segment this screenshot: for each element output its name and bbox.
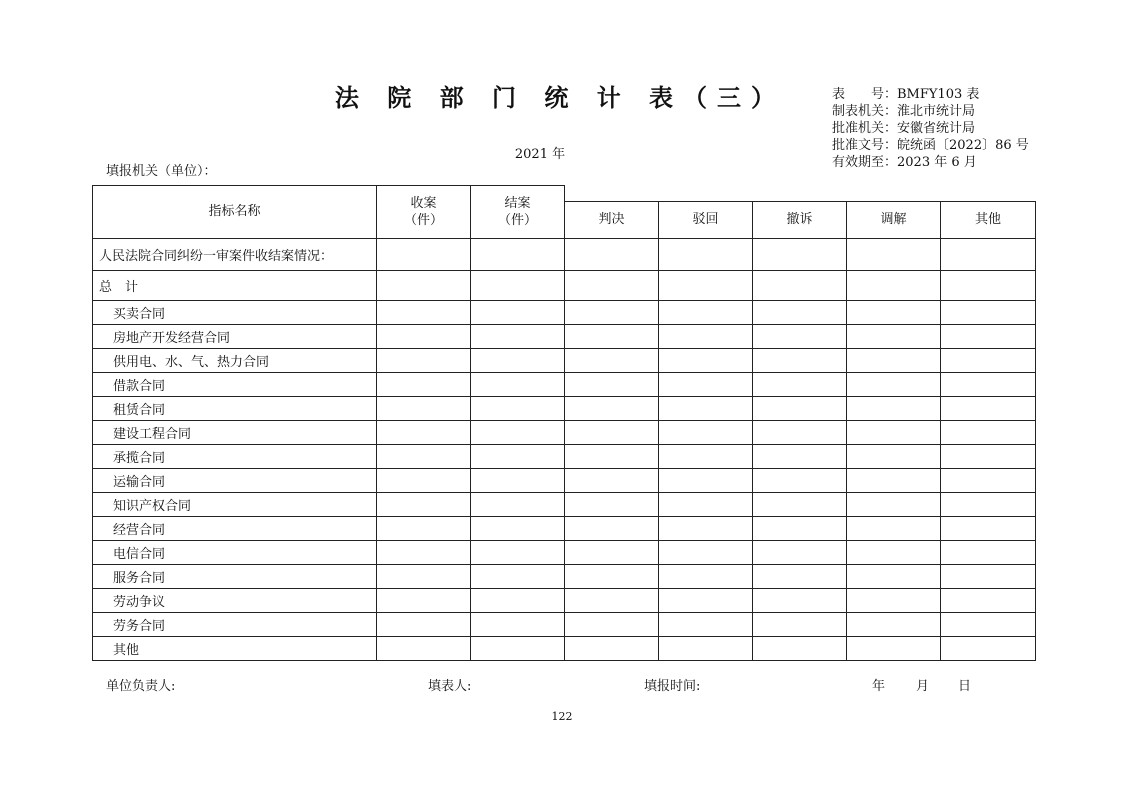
header-mediation: 调解 bbox=[847, 201, 941, 238]
value-cell bbox=[471, 238, 565, 270]
value-cell bbox=[847, 300, 941, 324]
row-label: 供用电、水、气、热力合同 bbox=[93, 348, 377, 372]
value-cell bbox=[377, 372, 471, 396]
value-cell bbox=[471, 396, 565, 420]
value-cell bbox=[565, 468, 659, 492]
value-cell bbox=[471, 324, 565, 348]
row-label: 电信合同 bbox=[93, 540, 377, 564]
value-cell bbox=[753, 300, 847, 324]
value-cell bbox=[753, 612, 847, 636]
row-label: 总 计 bbox=[93, 270, 377, 300]
value-cell bbox=[565, 396, 659, 420]
header-judgment: 判决 bbox=[565, 201, 659, 238]
table-row bbox=[93, 468, 1036, 492]
value-cell bbox=[377, 612, 471, 636]
year-label: 年 bbox=[872, 679, 886, 694]
value-cell bbox=[377, 300, 471, 324]
value-cell bbox=[941, 420, 1036, 444]
filler-label: 填表人: bbox=[428, 679, 472, 694]
value-cell bbox=[941, 270, 1036, 300]
header-rejected: 驳回 bbox=[659, 201, 753, 238]
row-label: 知识产权合同 bbox=[93, 492, 377, 516]
table-row bbox=[93, 516, 1036, 540]
value-cell bbox=[565, 324, 659, 348]
header-closed-breakdown bbox=[565, 186, 1036, 202]
value-cell bbox=[659, 588, 753, 612]
value-cell bbox=[659, 492, 753, 516]
value-cell bbox=[471, 612, 565, 636]
value-cell bbox=[377, 564, 471, 588]
value-cell bbox=[565, 636, 659, 660]
row-label: 承揽合同 bbox=[93, 444, 377, 468]
value-cell bbox=[565, 516, 659, 540]
value-cell bbox=[377, 492, 471, 516]
value-cell bbox=[941, 516, 1036, 540]
table-row bbox=[93, 238, 1036, 270]
value-cell bbox=[659, 516, 753, 540]
table-row bbox=[93, 492, 1036, 516]
table-row bbox=[93, 396, 1036, 420]
row-label: 租赁合同 bbox=[93, 396, 377, 420]
header-withdrawn: 撤诉 bbox=[753, 201, 847, 238]
row-label: 劳动争议 bbox=[93, 588, 377, 612]
table-row bbox=[93, 270, 1036, 300]
page-number: 122 bbox=[551, 710, 573, 723]
value-cell bbox=[753, 588, 847, 612]
value-cell bbox=[565, 238, 659, 270]
value-cell bbox=[847, 516, 941, 540]
reporting-unit-label: 填报机关（单位）： bbox=[106, 164, 217, 179]
value-cell bbox=[565, 492, 659, 516]
table-row bbox=[93, 564, 1036, 588]
value-cell bbox=[659, 396, 753, 420]
value-cell bbox=[659, 540, 753, 564]
row-label: 人民法院合同纠纷一审案件收结案情况： bbox=[93, 238, 377, 270]
value-cell bbox=[941, 468, 1036, 492]
value-cell bbox=[377, 396, 471, 420]
value-cell bbox=[471, 348, 565, 372]
value-cell bbox=[565, 444, 659, 468]
value-cell bbox=[847, 564, 941, 588]
value-cell bbox=[941, 540, 1036, 564]
value-cell bbox=[941, 238, 1036, 270]
value-cell bbox=[941, 324, 1036, 348]
value-cell bbox=[753, 270, 847, 300]
page-title: 法 院 部 门 统 计 表（三） bbox=[334, 83, 786, 112]
value-cell bbox=[847, 636, 941, 660]
row-label: 服务合同 bbox=[93, 564, 377, 588]
value-cell bbox=[377, 636, 471, 660]
header-closed: 结案 （件） bbox=[471, 186, 565, 239]
value-cell bbox=[847, 588, 941, 612]
header-indicator: 指标名称 bbox=[93, 186, 377, 239]
value-cell bbox=[565, 420, 659, 444]
value-cell bbox=[847, 612, 941, 636]
value-cell bbox=[847, 348, 941, 372]
value-cell bbox=[753, 444, 847, 468]
value-cell bbox=[753, 468, 847, 492]
value-cell bbox=[941, 492, 1036, 516]
unit-head-label: 单位负责人: bbox=[106, 679, 176, 694]
value-cell bbox=[847, 324, 941, 348]
value-cell bbox=[941, 588, 1036, 612]
row-label: 买卖合同 bbox=[93, 300, 377, 324]
fill-time-label: 填报时间: bbox=[644, 679, 701, 694]
value-cell bbox=[753, 540, 847, 564]
value-cell bbox=[753, 348, 847, 372]
value-cell bbox=[659, 612, 753, 636]
value-cell bbox=[377, 588, 471, 612]
value-cell bbox=[659, 348, 753, 372]
value-cell bbox=[377, 444, 471, 468]
value-cell bbox=[659, 372, 753, 396]
value-cell bbox=[847, 444, 941, 468]
value-cell bbox=[565, 300, 659, 324]
value-cell bbox=[753, 396, 847, 420]
value-cell bbox=[659, 300, 753, 324]
value-cell bbox=[753, 324, 847, 348]
value-cell bbox=[471, 372, 565, 396]
value-cell bbox=[377, 540, 471, 564]
report-year: 2021 年 bbox=[514, 147, 566, 162]
value-cell bbox=[565, 564, 659, 588]
month-label: 月 bbox=[916, 679, 930, 694]
value-cell bbox=[659, 324, 753, 348]
value-cell bbox=[659, 420, 753, 444]
value-cell bbox=[659, 238, 753, 270]
value-cell bbox=[847, 468, 941, 492]
value-cell bbox=[753, 238, 847, 270]
value-cell bbox=[753, 636, 847, 660]
statistics-table bbox=[92, 185, 1036, 661]
header-received: 收案 （件） bbox=[377, 186, 471, 239]
value-cell bbox=[941, 612, 1036, 636]
value-cell bbox=[471, 636, 565, 660]
value-cell bbox=[941, 564, 1036, 588]
row-label: 借款合同 bbox=[93, 372, 377, 396]
table-row bbox=[93, 540, 1036, 564]
value-cell bbox=[471, 588, 565, 612]
value-cell bbox=[753, 420, 847, 444]
issuing-authority: 制表机关：淮北市统计局 bbox=[832, 104, 976, 119]
value-cell bbox=[471, 564, 565, 588]
value-cell bbox=[377, 270, 471, 300]
value-cell bbox=[565, 588, 659, 612]
value-cell bbox=[659, 564, 753, 588]
value-cell bbox=[659, 444, 753, 468]
value-cell bbox=[565, 270, 659, 300]
table-body bbox=[93, 238, 1036, 660]
value-cell bbox=[377, 348, 471, 372]
value-cell bbox=[941, 372, 1036, 396]
valid-until: 有效期至：2023 年 6 月 bbox=[832, 155, 977, 170]
row-label: 运输合同 bbox=[93, 468, 377, 492]
value-cell bbox=[377, 516, 471, 540]
value-cell bbox=[471, 468, 565, 492]
value-cell bbox=[471, 270, 565, 300]
table-row bbox=[93, 300, 1036, 324]
table-row bbox=[93, 420, 1036, 444]
value-cell bbox=[847, 396, 941, 420]
value-cell bbox=[753, 492, 847, 516]
form-number: 表 号：BMFY103 表 bbox=[832, 87, 980, 102]
table-row bbox=[93, 372, 1036, 396]
value-cell bbox=[847, 492, 941, 516]
value-cell bbox=[471, 300, 565, 324]
value-cell bbox=[847, 420, 941, 444]
value-cell bbox=[753, 564, 847, 588]
value-cell bbox=[471, 420, 565, 444]
value-cell bbox=[471, 540, 565, 564]
row-label: 房地产开发经营合同 bbox=[93, 324, 377, 348]
value-cell bbox=[659, 270, 753, 300]
value-cell bbox=[659, 636, 753, 660]
row-label: 建设工程合同 bbox=[93, 420, 377, 444]
value-cell bbox=[941, 636, 1036, 660]
table-row bbox=[93, 588, 1036, 612]
table-row bbox=[93, 636, 1036, 660]
value-cell bbox=[941, 444, 1036, 468]
value-cell bbox=[847, 540, 941, 564]
value-cell bbox=[377, 420, 471, 444]
value-cell bbox=[753, 516, 847, 540]
row-label: 劳务合同 bbox=[93, 612, 377, 636]
row-label: 其他 bbox=[93, 636, 377, 660]
approval-document: 批准文号：皖统函〔2022〕86 号 bbox=[832, 138, 1029, 153]
form-meta bbox=[832, 86, 1072, 171]
value-cell bbox=[377, 468, 471, 492]
row-label: 经营合同 bbox=[93, 516, 377, 540]
value-cell bbox=[941, 300, 1036, 324]
header-other: 其他 bbox=[941, 201, 1036, 238]
signature-footer bbox=[106, 675, 1006, 693]
value-cell bbox=[847, 372, 941, 396]
value-cell bbox=[941, 348, 1036, 372]
value-cell bbox=[659, 468, 753, 492]
value-cell bbox=[847, 270, 941, 300]
value-cell bbox=[471, 444, 565, 468]
value-cell bbox=[941, 396, 1036, 420]
day-label: 日 bbox=[958, 679, 972, 694]
value-cell bbox=[847, 238, 941, 270]
table-row bbox=[93, 444, 1036, 468]
value-cell bbox=[753, 372, 847, 396]
value-cell bbox=[565, 540, 659, 564]
value-cell bbox=[565, 612, 659, 636]
value-cell bbox=[377, 324, 471, 348]
value-cell bbox=[471, 516, 565, 540]
value-cell bbox=[377, 238, 471, 270]
value-cell bbox=[471, 492, 565, 516]
approval-authority: 批准机关：安徽省统计局 bbox=[832, 121, 976, 136]
table-row bbox=[93, 324, 1036, 348]
value-cell bbox=[565, 372, 659, 396]
table-row bbox=[93, 612, 1036, 636]
table-row bbox=[93, 348, 1036, 372]
value-cell bbox=[565, 348, 659, 372]
